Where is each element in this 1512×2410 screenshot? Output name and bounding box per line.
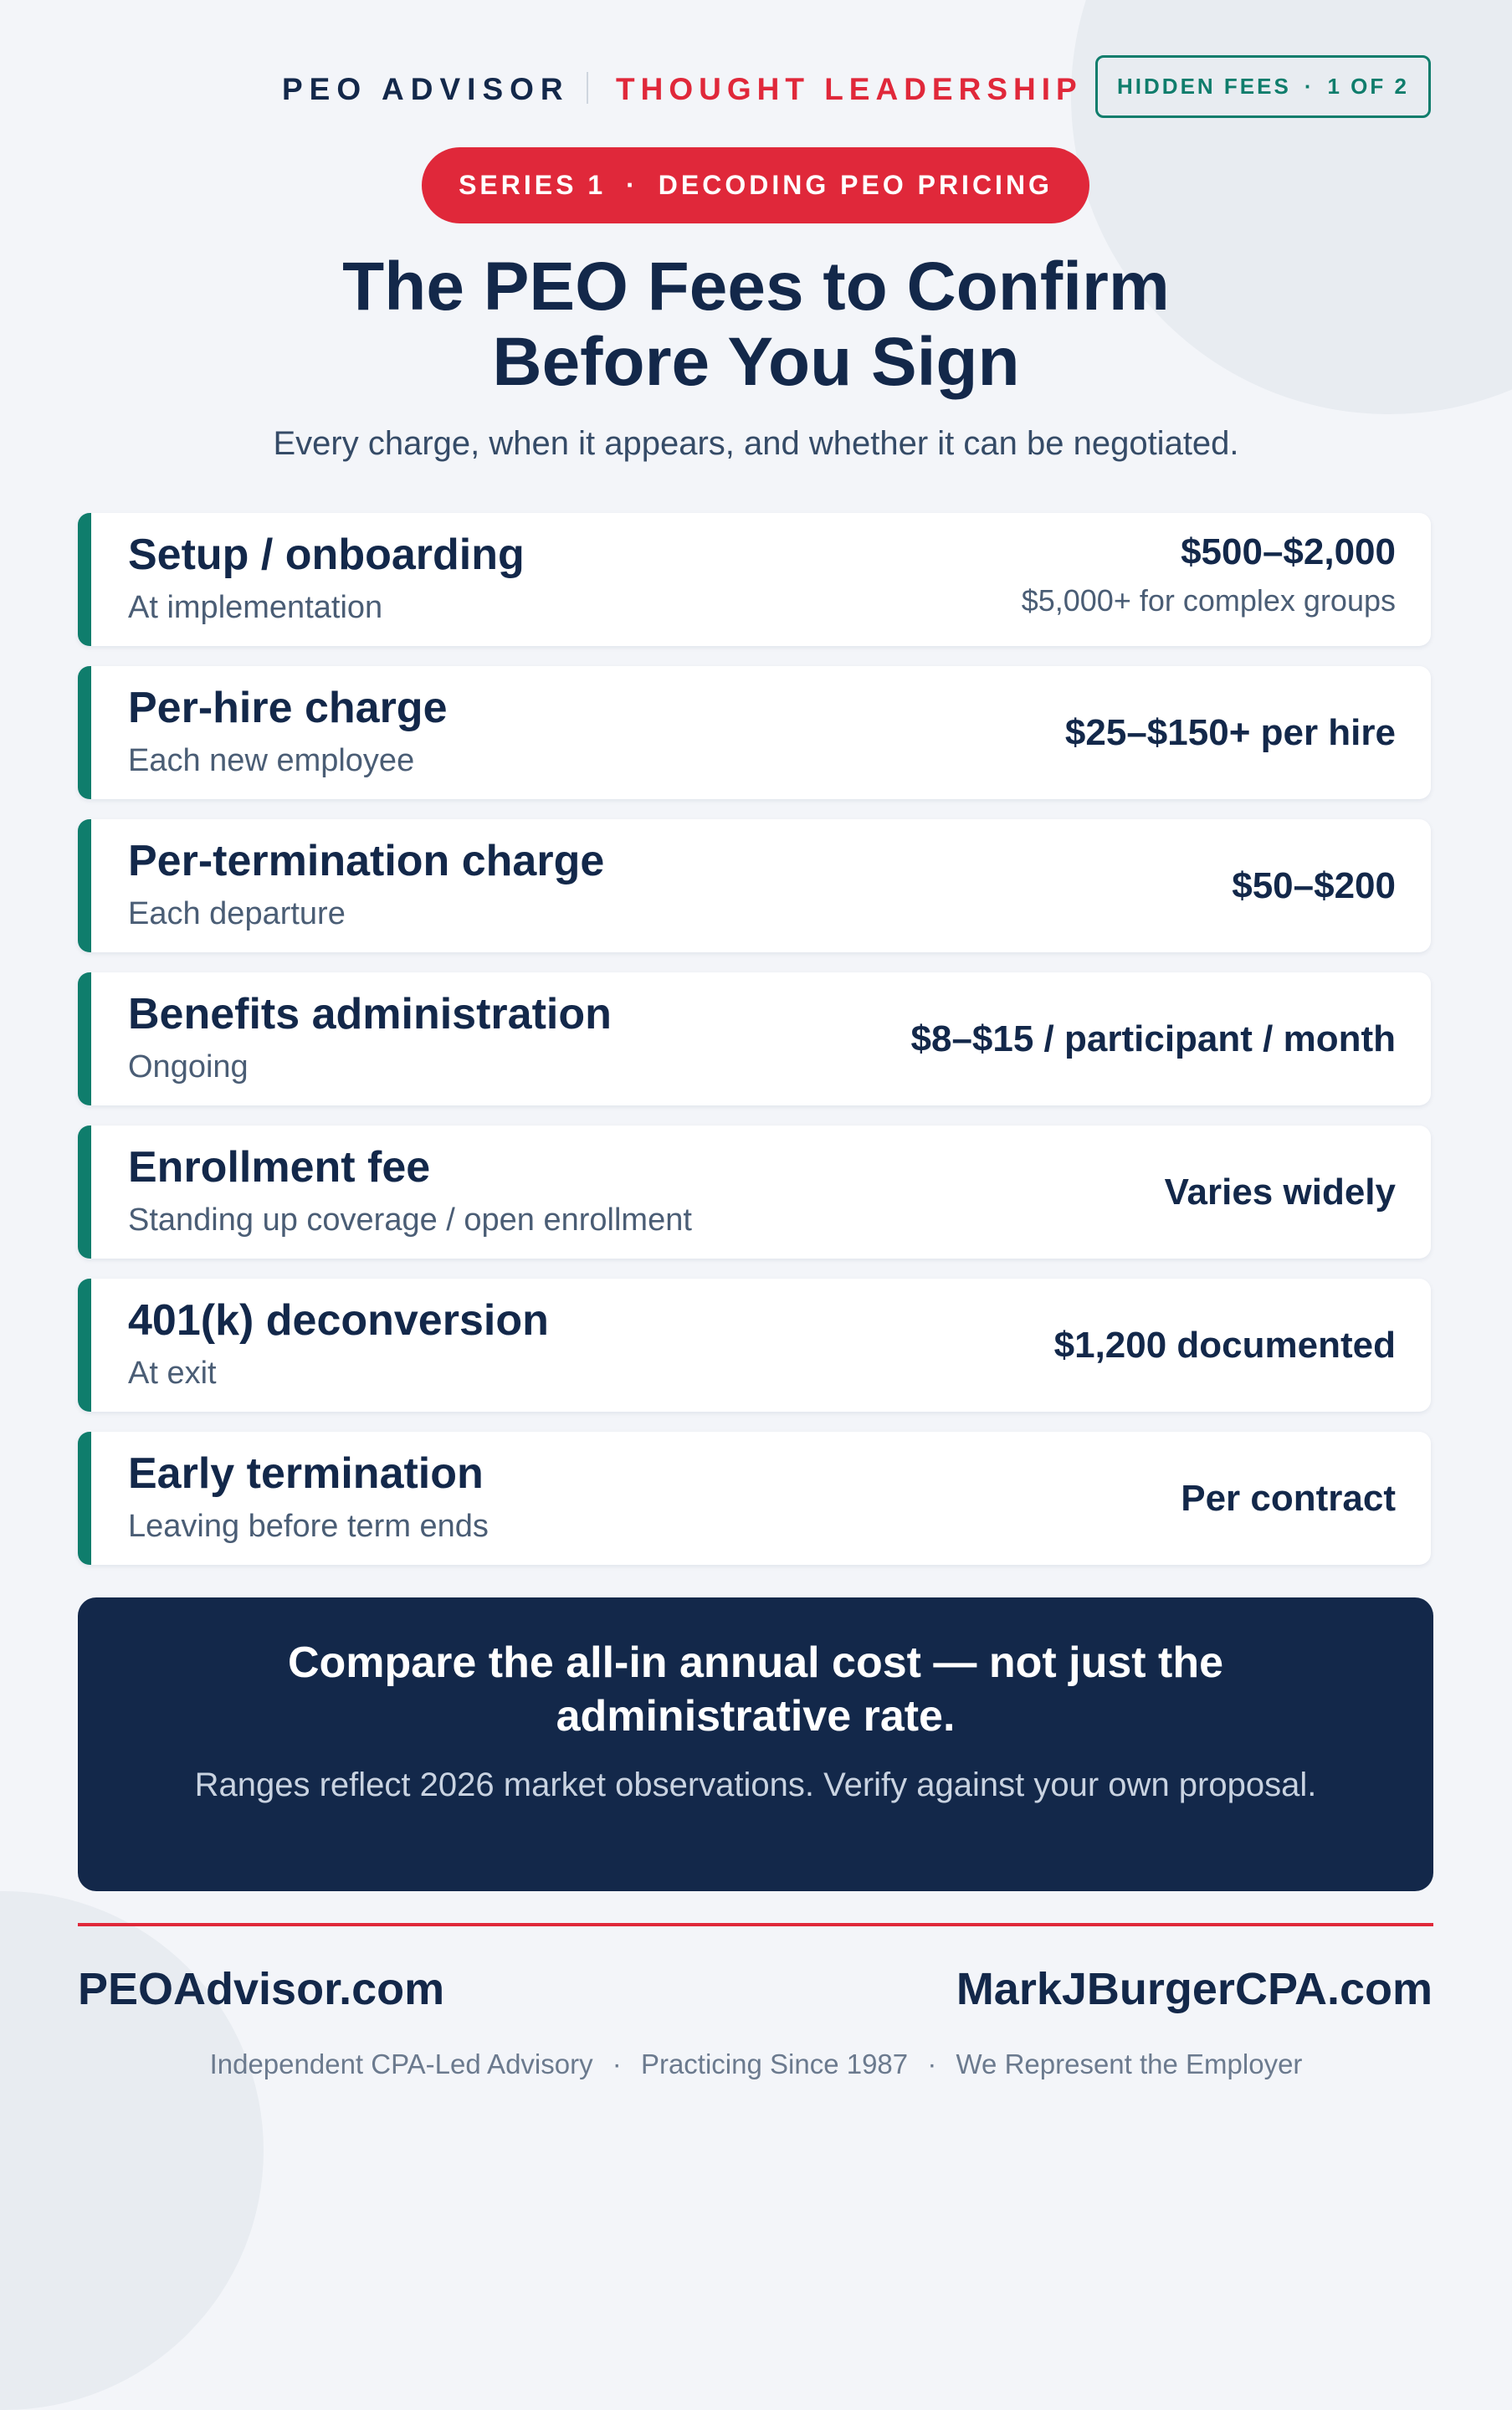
fee-row-enrollment — [78, 1126, 1431, 1259]
fee-name: Setup / onboarding — [128, 531, 525, 579]
fee-name: Per-termination charge — [128, 837, 605, 885]
fee-name: 401(k) deconversion — [128, 1296, 549, 1345]
callout-text: Ranges reflect 2026 market observations. Verify against your own proposal. — [194, 1766, 1317, 1803]
fee-timing: At exit — [128, 1356, 217, 1391]
series-topic: DECODING PEO PRICING — [658, 170, 1053, 200]
page-tag-separator: · — [1304, 74, 1315, 99]
fee-row-401k-deconversion — [78, 1279, 1431, 1412]
tagline-separator: · — [927, 2048, 937, 2079]
fee-timing: Each departure — [128, 896, 346, 931]
page-tag-count: 1 OF 2 — [1327, 74, 1409, 99]
fee-price: $1,200 documented — [1053, 1324, 1396, 1366]
brand-name: PEO ADVISOR — [282, 72, 570, 106]
fee-note: $5,000+ for complex groups — [1021, 583, 1396, 618]
fee-row-per-termination — [78, 819, 1431, 952]
fee-price: $500–$2,000 — [1181, 531, 1396, 572]
fee-list — [78, 513, 1431, 1585]
page-title-line-1: The PEO Fees to Confirm — [342, 249, 1170, 325]
page-title-line-2: Before You Sign — [492, 324, 1020, 400]
fee-timing: Ongoing — [128, 1049, 249, 1084]
footer-site-left-link[interactable]: PEOAdvisor.com — [78, 1964, 445, 2014]
fee-row-setup — [78, 513, 1431, 646]
page-tag — [1095, 55, 1431, 118]
callout-headline: Compare the all-in annual cost — not just the administrative rate. — [287, 1638, 1224, 1741]
series-label: SERIES 1 — [459, 170, 607, 200]
footer-site-right-link[interactable]: MarkJBurgerCPA.com — [956, 1964, 1433, 2014]
fee-timing: Leaving before term ends — [128, 1509, 489, 1544]
fee-row-per-hire — [78, 666, 1431, 799]
fee-name: Per-hire charge — [128, 684, 448, 732]
callout-box — [78, 1597, 1433, 1891]
fee-name: Enrollment fee — [128, 1143, 431, 1192]
series-pill — [422, 147, 1089, 223]
section-label: THOUGHT LEADERSHIP — [616, 72, 1083, 106]
footer-divider — [78, 1923, 1433, 1926]
fee-price: $50–$200 — [1232, 864, 1396, 906]
fee-name: Early termination — [128, 1449, 484, 1498]
tagline-item: Practicing Since 1987 — [640, 2048, 909, 2079]
fee-timing: Standing up coverage / open enrollment — [128, 1202, 692, 1238]
footer-tagline — [0, 2048, 1512, 2080]
fee-price: $8–$15 / participant / month — [910, 1018, 1396, 1059]
page-title — [0, 249, 1512, 400]
page-tag-label: HIDDEN FEES — [1117, 74, 1291, 99]
fee-timing: Each new employee — [128, 743, 415, 778]
tagline-separator: · — [612, 2048, 622, 2079]
fee-price: Varies widely — [1164, 1171, 1396, 1213]
fee-price: $25–$150+ per hire — [1064, 711, 1396, 753]
fee-row-benefits-admin — [78, 972, 1431, 1105]
tagline-item: We Represent the Employer — [956, 2048, 1303, 2079]
fee-timing: At implementation — [128, 590, 383, 625]
tagline-item: Independent CPA-Led Advisory — [209, 2048, 593, 2079]
series-separator: · — [626, 170, 638, 200]
fee-price: Per contract — [1181, 1477, 1396, 1519]
page-subtitle: Every charge, when it appears, and whether it can be negotiated. — [273, 425, 1239, 462]
fee-name: Benefits administration — [128, 990, 612, 1038]
fee-row-early-termination — [78, 1432, 1431, 1565]
header-divider — [587, 72, 588, 104]
header-bar — [0, 55, 1512, 122]
